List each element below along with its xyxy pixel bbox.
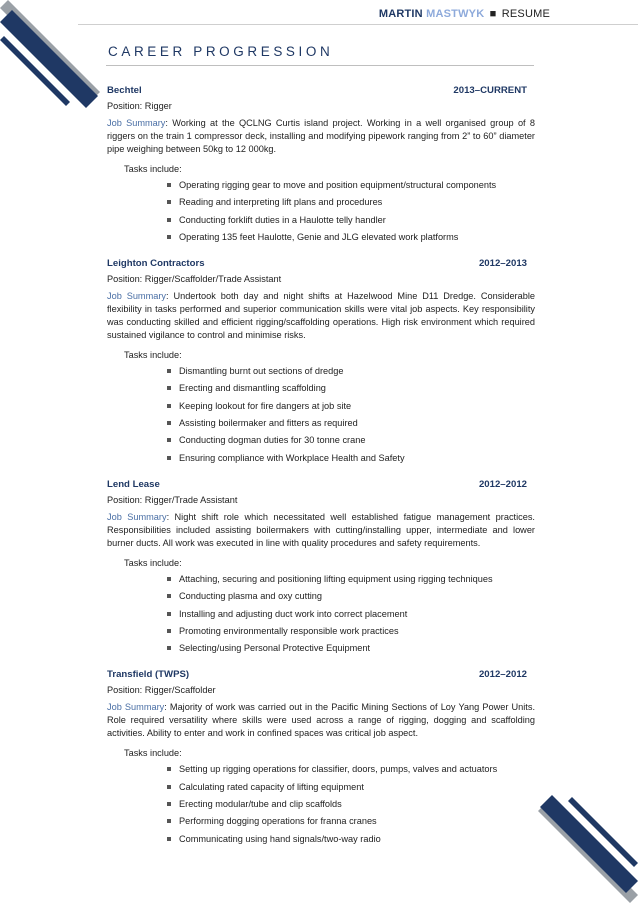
job-entry xyxy=(107,84,535,248)
task-text: Operating 135 feet Haulotte, Genie and JLG elevated work platforms xyxy=(179,231,459,242)
bullet-icon xyxy=(167,183,171,187)
job-header xyxy=(107,668,535,681)
task-text: Keeping lookout for fire dangers at job site xyxy=(179,400,352,411)
job-years: 2012–2012 xyxy=(478,478,527,490)
job-header xyxy=(107,478,535,491)
task-text: Erecting and dismantling scaffolding xyxy=(179,383,326,394)
job-years: 2012–2012 xyxy=(478,669,527,681)
bullet-icon xyxy=(167,456,171,460)
task-item xyxy=(167,590,535,607)
job-header xyxy=(107,257,535,270)
task-text: Erecting modular/tube and clip scaffolds xyxy=(179,799,342,810)
task-text: Ensuring compliance with Workplace Health and Safety xyxy=(179,452,405,463)
task-text: Conducting forklift duties in a Haulotte telly handler xyxy=(179,214,386,225)
task-item xyxy=(167,798,535,815)
jobs-list xyxy=(107,84,535,859)
task-item xyxy=(167,573,535,590)
bullet-icon xyxy=(167,218,171,222)
job-entry xyxy=(107,257,535,469)
task-item xyxy=(167,763,535,780)
task-text: Attaching, securing and positioning lifting equipment using rigging techniques xyxy=(179,573,493,584)
bullet-icon xyxy=(167,577,171,581)
bullet-icon xyxy=(167,235,171,239)
task-list xyxy=(107,573,535,659)
tasks-label: Tasks include: xyxy=(124,350,182,361)
bullet-icon xyxy=(167,646,171,650)
task-item xyxy=(167,434,535,451)
bullet-icon xyxy=(167,421,171,425)
bullet-icon xyxy=(167,404,171,408)
task-text: Promoting environmentally responsible work practices xyxy=(179,625,399,636)
job-summary-text: : Working at the QCLNG Curtis island project. Working in a well organised group of 8 riggers on the train 1 compressor deck, installing and modifying pipework ranging from 2” to 60” diameter pipe weighing between 50kg to 12 000kg. xyxy=(107,118,535,154)
task-item xyxy=(167,400,535,417)
bullet-icon xyxy=(167,837,171,841)
company-name: Leighton Contractors xyxy=(107,258,205,270)
task-item xyxy=(167,231,535,248)
task-item xyxy=(167,417,535,434)
task-text: Selecting/using Personal Protective Equipment xyxy=(179,643,371,654)
task-item xyxy=(167,608,535,625)
job-position: Position: Rigger/Scaffolder/Trade Assistant xyxy=(107,274,282,285)
job-summary-text: : Majority of work was carried out in the Pacific Mining Sections of Loy Yang Power Units. Role required versatility where skills were used across a range of rigging, dogging and scaffolding activities. Ability to enter and work in confined spaces was critical job aspect. xyxy=(107,702,535,739)
task-text: Setting up rigging operations for classifier, doors, pumps, valves and actuators xyxy=(179,764,498,775)
task-text: Communicating using hand signals/two-way radio xyxy=(179,833,381,844)
tasks-label: Tasks include: xyxy=(124,557,182,568)
job-header xyxy=(107,84,535,97)
bullet-icon xyxy=(167,438,171,442)
task-text: Conducting dogman duties for 30 tonne crane xyxy=(179,435,366,446)
task-text: Calculating rated capacity of lifting equipment xyxy=(179,781,364,792)
task-item xyxy=(167,179,535,196)
header-doc-title: RESUME xyxy=(501,8,550,20)
job-position: Position: Rigger/Trade Assistant xyxy=(107,494,238,505)
task-text: Operating rigging gear to move and position equipment/structural components xyxy=(179,180,497,190)
bullet-icon xyxy=(167,819,171,823)
task-text: Conducting plasma and oxy cutting xyxy=(179,591,323,602)
job-summary-label: Job Summary xyxy=(107,118,166,128)
task-text: Dismantling burnt out sections of dredge xyxy=(179,366,344,377)
tasks-label: Tasks include: xyxy=(124,164,182,174)
task-item xyxy=(167,815,535,832)
company-name: Lend Lease xyxy=(107,478,160,490)
header-rule xyxy=(78,24,638,25)
company-name: Transfield (TWPS) xyxy=(107,669,190,681)
task-list xyxy=(107,763,535,849)
task-text: Installing and adjusting duct work into correct placement xyxy=(179,608,408,619)
task-list xyxy=(107,179,535,248)
job-summary-text: : Undertook both day and night shifts at Hazelwood Mine D11 Dredge. Considerable flexibility in tasks performed and superior communication skills were vital job aspects. Key responsibility was conducting skilled and efficient rigging/scaffolding operations. High risk environment which required sustained vigilance to control and minimise risks. xyxy=(107,291,535,341)
header-separator: ■ xyxy=(489,8,497,20)
task-list xyxy=(107,365,535,469)
bullet-icon xyxy=(167,594,171,598)
job-entry xyxy=(107,478,535,659)
task-item xyxy=(167,382,535,399)
bullet-icon xyxy=(167,802,171,806)
bullet-icon xyxy=(167,612,171,616)
job-summary-label: Job Summary xyxy=(107,291,167,302)
task-item xyxy=(167,365,535,382)
job-years: 2012–2013 xyxy=(478,258,527,270)
header-last-name: MASTWYK xyxy=(426,8,485,20)
task-item xyxy=(167,214,535,231)
job-summary xyxy=(107,290,535,342)
bullet-icon xyxy=(167,200,171,204)
bullet-icon xyxy=(167,767,171,771)
job-summary-label: Job Summary xyxy=(107,511,167,522)
job-summary xyxy=(107,511,535,550)
header-first-name: MARTIN xyxy=(378,8,423,20)
task-item xyxy=(167,196,535,213)
task-item xyxy=(167,781,535,798)
task-item xyxy=(167,833,535,850)
task-item xyxy=(167,642,535,659)
task-item xyxy=(167,625,535,642)
task-text: Reading and interpreting lift plans and procedures xyxy=(179,197,383,208)
task-item xyxy=(167,452,535,469)
bullet-icon xyxy=(167,785,171,789)
job-position: Position: Rigger xyxy=(107,101,172,111)
bullet-icon xyxy=(167,386,171,390)
job-years: 2013–CURRENT xyxy=(453,85,527,96)
bottom-right-stripes-decoration xyxy=(538,793,638,903)
page-header xyxy=(379,8,550,20)
job-summary xyxy=(107,701,535,740)
job-summary xyxy=(107,117,535,156)
task-text: Assisting boilermaker and fitters as required xyxy=(179,418,358,429)
bullet-icon xyxy=(167,369,171,373)
bullet-icon xyxy=(167,629,171,633)
job-entry xyxy=(107,668,535,849)
task-text: Performing dogging operations for franna cranes xyxy=(179,816,377,827)
job-summary-text: : Night shift role which necessitated well established fatigue management practices. Responsibilities included assisting boilermakers with cutting/installing upper, intermediate and lower burner ducts. All work was executed in line with quality procedures and safety requirements. xyxy=(107,511,535,548)
section-title: CAREER PROGRESSION xyxy=(108,44,334,59)
job-position: Position: Rigger/Scaffolder xyxy=(107,685,216,696)
section-rule xyxy=(106,65,534,66)
job-summary-label: Job Summary xyxy=(107,702,165,713)
company-name: Bechtel xyxy=(107,85,142,96)
tasks-label: Tasks include: xyxy=(124,748,182,759)
top-left-stripes-decoration xyxy=(0,0,100,110)
